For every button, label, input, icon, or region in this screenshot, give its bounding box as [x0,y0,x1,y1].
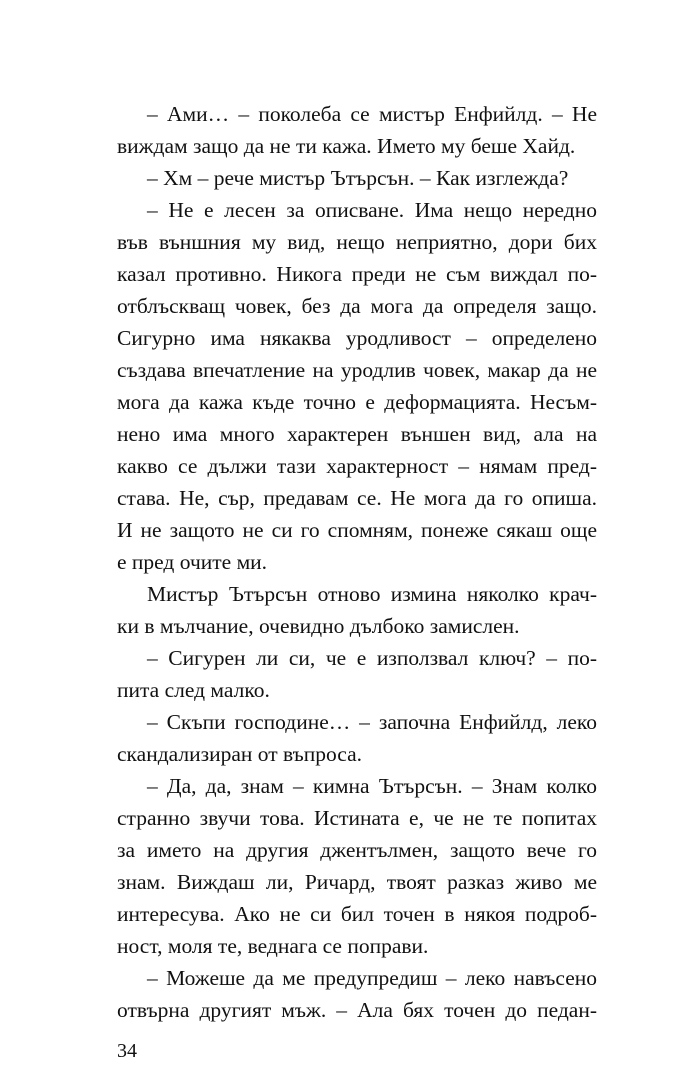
text-line: скандализиран от въпроса. [117,742,363,766]
text-line: И не защото не си го спомням, понеже сякаш още [117,518,597,542]
text-line: – Скъпи господине… – започна Енфийлд, леко [147,710,597,734]
text-line: – Да, да, знам – кимна Ътърсън. – Знам колко [147,774,597,798]
text-line: странно звучи това. Истината е, че не те попитах [117,806,597,830]
text-line: казал противно. Никога преди не съм виждал по- [117,262,597,286]
text-line: е пред очите ми. [117,550,268,574]
text-line: създава впечатление на уродлив човек, макар да не [117,358,597,382]
text-line: нено има много характерен външен вид, ала на [117,422,597,446]
text-line: – Не е лесен за описване. Има нещо нередно [147,198,597,222]
text-line: отблъскващ човек, без да мога да определя защо. [117,294,597,318]
text-line: знам. Виждаш ли, Ричард, твоят разказ живо ме [117,870,597,894]
text-line: – Сигурен ли си, че е използвал ключ? – по- [147,646,597,670]
text-line: какво се дължи тази характерност – нямам пред- [117,454,597,478]
text-line: – Можеше да ме предупредиш – леко навъсено [147,966,597,990]
text-line: пита след малко. [117,678,270,702]
text-line: става. Не, сър, предавам се. Не мога да го опиша. [117,486,597,510]
text-line: във външния му вид, нещо неприятно, дори бих [117,230,597,254]
text-line: ност, моля те, веднага се поправи. [117,934,429,958]
text-line: – Хм – рече мистър Ътърсън. – Как изглежда? [147,166,569,190]
text-line: интересува. Ако не си бил точен в някоя подроб- [117,902,597,926]
text-line: мога да кажа къде точно е деформацията. Несъм- [117,390,597,414]
text-line: – Ами… – поколеба се мистър Енфийлд. – Не [147,102,597,126]
text-line: за името на другия джентълмен, защото вече го [117,838,597,862]
text-line: виждам защо да не ти кажа. Името му беше Хайд. [117,134,576,158]
text-line: Сигурно има някаква уродливост – определено [117,326,597,350]
text-line: ки в мълчание, очевидно дълбоко замислен. [117,614,520,638]
page-number: 34 [117,1040,137,1062]
text-line: Мистър Ътърсън отново измина няколко крач- [147,582,597,606]
text-line: отвърна другият мъж. – Ала бях точен до педан- [117,998,597,1022]
